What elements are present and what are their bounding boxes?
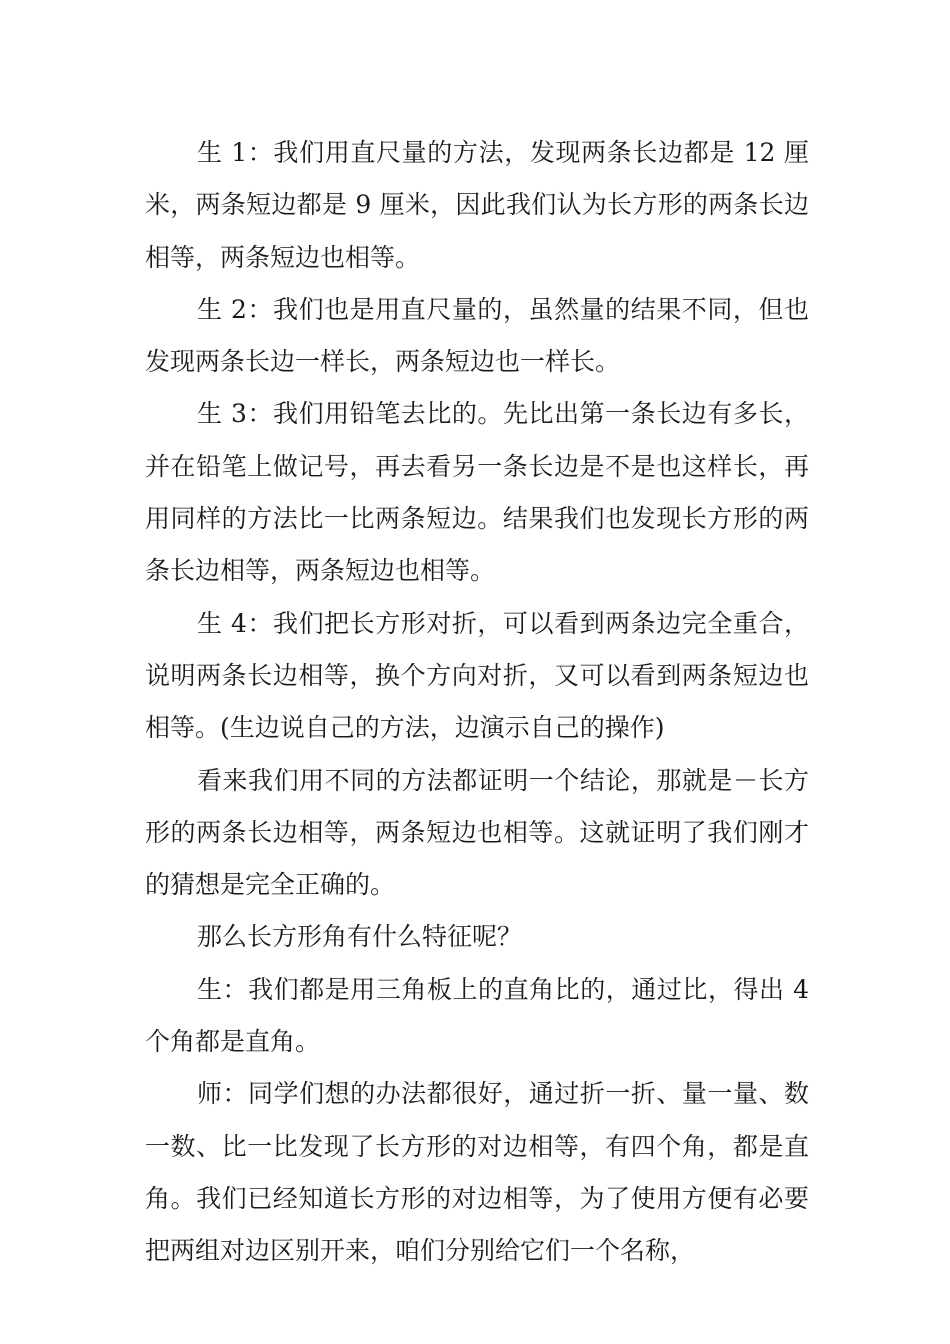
paragraph-teacher: 师：同学们想的办法都很好，通过折一折、量一量、数一数、比一比发现了长方形的对边相等，有四个角，都是直角。我们已经知道长方形的对边相等，为了使用方便有必要把两组对边区别开来，咱们分别给它们一个名称，	[145, 1079, 809, 1266]
paragraph-student-answer: 生：我们都是用三角板上的直角比的，通过比，得出 4 个角都是直角。	[145, 974, 809, 1057]
paragraph-question: 那么长方形角有什么特征呢？	[197, 922, 523, 952]
paragraph-student-3: 生 3：我们用铅笔去比的。先比出第一条长边有多长，并在铅笔上做记号，再去看另一条长边是不是也这样长，再用同样的方法比一比两条短边。结果我们也发现长方形的两条长边相等，两条短边也相等。	[145, 399, 809, 586]
paragraph-student-2: 生 2：我们也是用直尺量的，虽然量的结果不同，但也发现两条长边一样长，两条短边也一样长。	[145, 294, 809, 377]
document-body	[145, 127, 809, 1278]
paragraph-conclusion: 看来我们用不同的方法都证明一个结论，那就是－长方形的两条长边相等，两条短边也相等。这就证明了我们刚才的猜想是完全正确的。	[145, 765, 809, 900]
paragraph-student-1: 生 1：我们用直尺量的方法，发现两条长边都是 12 厘米，两条短边都是 9 厘米，因此我们认为长方形的两条长边相等，两条短边也相等。	[145, 138, 809, 272]
paragraph-student-4: 生 4：我们把长方形对折，可以看到两条边完全重合，说明两条长边相等，换个方向对折，又可以看到两条短边也相等。(生边说自己的方法，边演示自己的操作)	[145, 608, 809, 743]
